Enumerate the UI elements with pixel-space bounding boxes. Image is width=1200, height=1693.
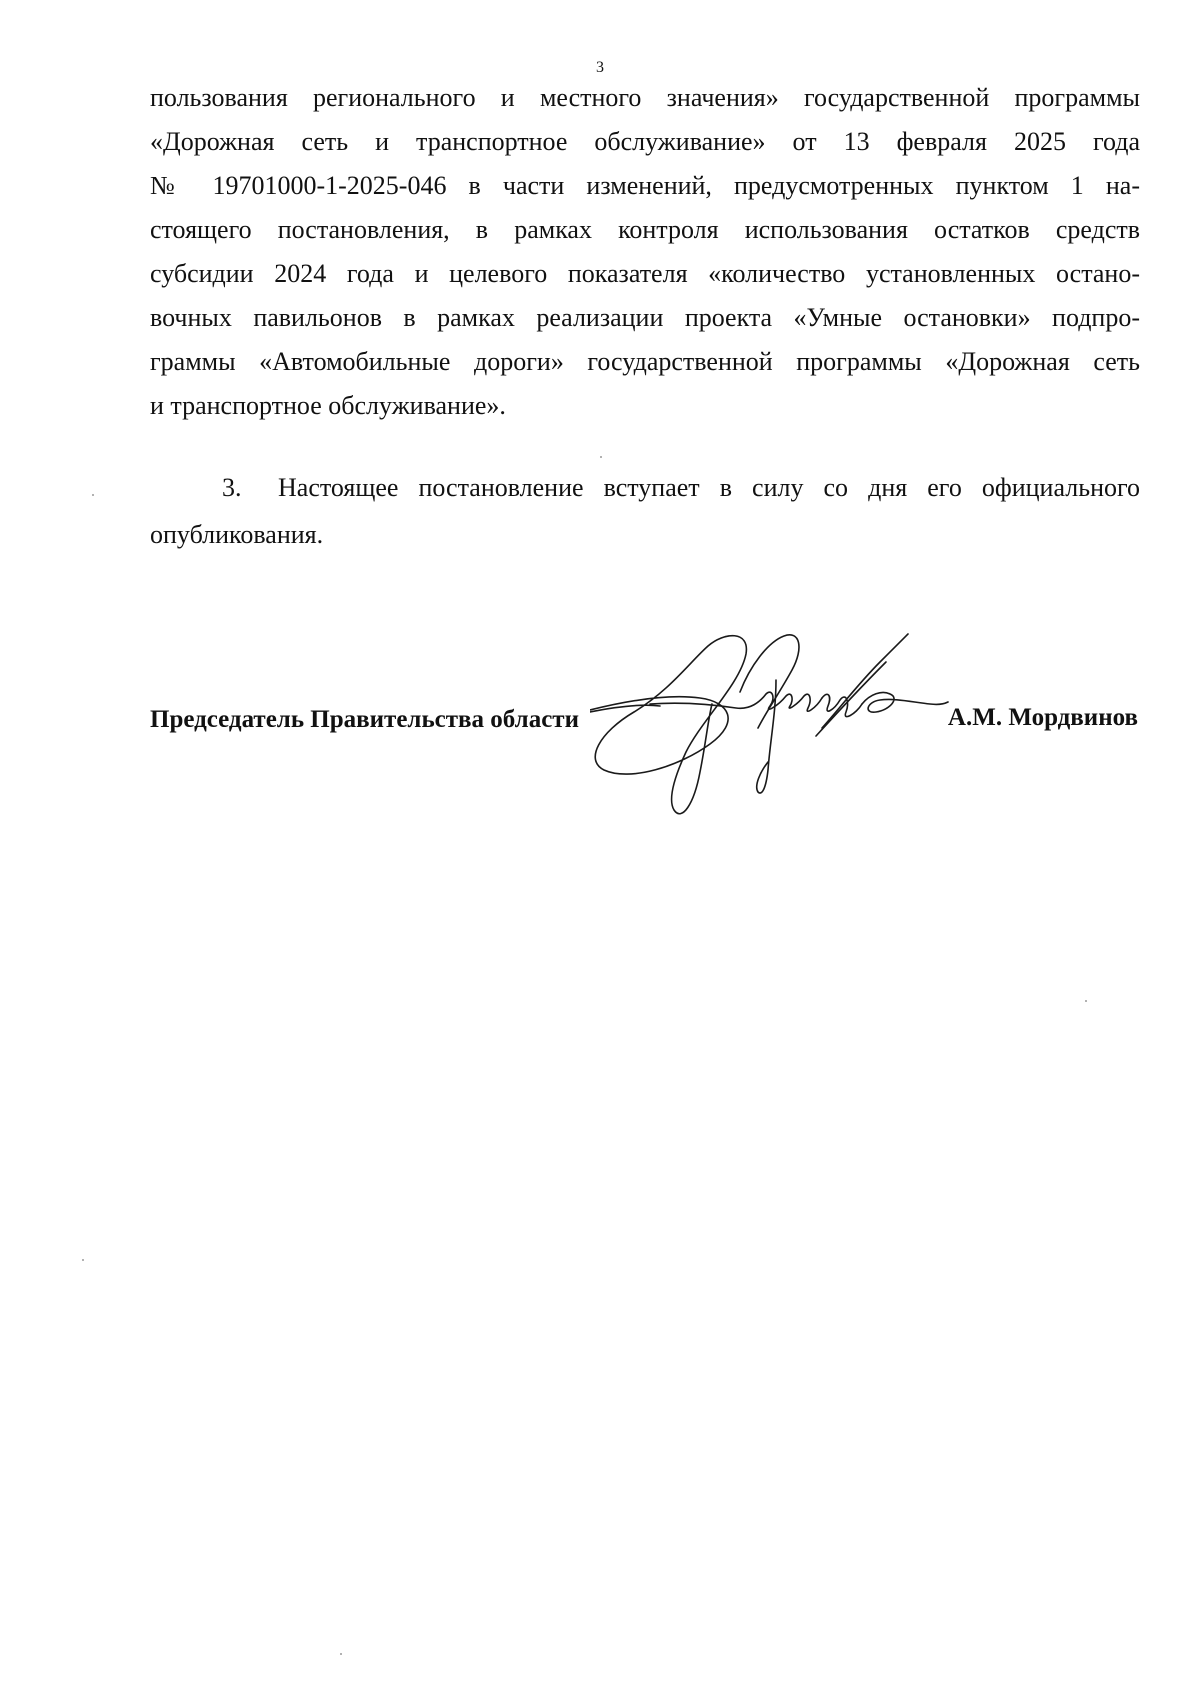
text-line: граммы «Автомобильные дороги» государственной программы «Дорожная сеть	[150, 347, 1140, 376]
signature-block	[0, 700, 1200, 740]
signer-position: Председатель Правительства области	[150, 706, 579, 733]
text-line: субсидии 2024 года и целевого показателя «количество установленных остано-	[150, 259, 1140, 288]
scan-speck	[82, 1259, 84, 1261]
item-3-first-line	[150, 464, 1140, 511]
scan-speck	[92, 494, 94, 496]
item-text-continuation: опубликования.	[150, 520, 324, 549]
text-line: стоящего постановления, в рамках контроля использования остатков средств	[150, 215, 1140, 244]
text-line: № 19701000-1-2025-046 в части изменений, предусмотренных пунктом 1 на-	[150, 171, 1140, 200]
text-line: «Дорожная сеть и транспортное обслуживание» от 13 февраля 2025 года	[150, 127, 1140, 156]
item-text: Настоящее постановление вступает в силу со дня его официального	[278, 473, 1140, 502]
item-number: 3.	[222, 473, 242, 502]
signer-name: А.М. Мордвинов	[947, 704, 1138, 731]
scan-speck	[1085, 1000, 1087, 1002]
page-number: 3	[596, 59, 604, 76]
item-3-paragraph	[150, 464, 1140, 558]
paragraph-continuation	[150, 76, 1140, 428]
scan-speck	[600, 456, 602, 458]
text-line: вочных павильонов в рамках реализации проекта «Умные остановки» подпро-	[150, 303, 1140, 332]
text-line: и транспортное обслуживание».	[150, 391, 506, 420]
text-line: пользования регионального и местного значения» государственной программы	[150, 83, 1140, 112]
scan-speck	[340, 1653, 342, 1655]
